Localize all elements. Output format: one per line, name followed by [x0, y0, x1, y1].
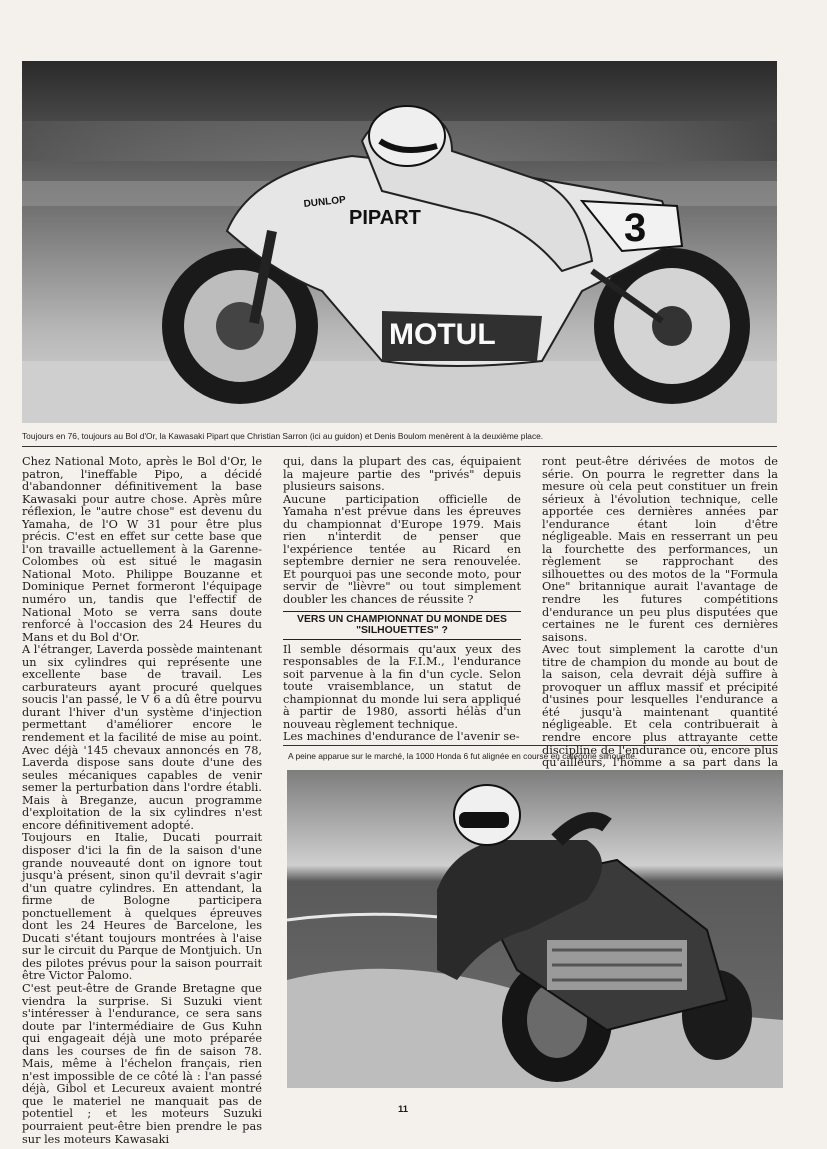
text-column-1 [22, 456, 262, 1146]
section-heading: VERS UN CHAMPIONNAT DU MONDE DES "SILHOUETTES" ? [283, 611, 521, 640]
caption-bottom-photo: A peine apparue sur le marché, la 1000 Honda 6 fut alignée en course en catégorie silhouette. [288, 751, 638, 761]
paragraph: Toujours en Italie, Ducati pourrait disposer d'ici la fin de la saison d'une grande nouveauté dont on ignore tout jusqu'à présent, sinon qu'il devrait s'agir d'un quatre cylindres. En attendant, la firme de Bologne participera ponctuellement à quelques épreuves dont les 24 Heures de Barcelone, les Ducati s'étant toujours montrées à l'aise sur le circuit du Parque de Montjuich. Un des pilotes prévus pour la saison pourrait être Victor Palomo. [22, 831, 262, 983]
fairing-text: PIPART [349, 207, 421, 229]
paragraph: Chez National Moto, après le Bol d'Or, le patron, l'ineffable Pipo, a décidé d'abandonner définitivement la base Kawasaki pour autre chose. Après mûre réflexion, le "autre chose" est devenu du Yamaha, de l'O W 31 pour être plus précis. C'est en effet sur cette base que l'on travaille actuellement à la Garenne-Colombes où est situé le magasin National Moto. Philippe Bouzanne et Dominique Pernet formeront l'équipage numéro un, tandis que l'effectif de National Moto se verra sans doute renforcé à l'occasion des 24 Heures du Mans et du Bol d'Or. [22, 455, 262, 644]
page-number: 11 [398, 1104, 409, 1115]
race-number: 3 [624, 206, 647, 250]
paragraph: ront peut-être dérivées de motos de série. On pourra le regretter dans la mesure où cela peut constituer un frein sérieux à l'évolution technique, celle apportée ces dernières années par l'endurance étant loin d'être négligeable. Mais en resserrant un peu la fourchette des performances, un règlement se rapprochant des silhouettes ou des motos de la "Formula One" britannique aurait l'avantage de rendre les futures compétitions d'endurance un peu plus disputées que certaines ne le furent ces dernières saisons. [542, 455, 778, 644]
photo-honda-6 [287, 770, 783, 1088]
paragraph: Il semble désormais qu'aux yeux des responsables de la F.I.M., l'endurance soit parvenue à la fin d'un cycle. Selon toute vraisemblance, un statut de championnat du monde lui sera appliqué à partir de 1980, assorti hélàs d'un nouveau règlement technique. [283, 642, 521, 731]
paragraph: qui, dans la plupart des cas, équipaient la majeure partie des "privés" depuis plusieurs saisons. [283, 455, 521, 494]
paragraph: Avec tout simplement la carotte d'un titre de champion du monde au bout de la saison, cela devrait déjà suffire à provoquer un afflux massif et précipité d'usines pour lesquelles l'endurance a été jusqu'à maintenant quantité négligeable. Et cela contribuerait à rendre encore plus attrayante cette discipline de l'endurance où, encore plus qu'ailleurs, l'homme a sa part dans la [542, 643, 778, 770]
paragraph: A l'étranger, Laverda possède maintenant un six cylindres qui représente une excellente base de travail. Les carburateurs ayant procuré quelques soucis l'an passé, le V 6 a dû être pourvu durant l'hiver d'un système d'injection permettant d'améliorer encore le rendement et la facilité de mise au point. Avec déjà '145 chevaux annoncés en 78, Laverda dispose sans doute d'une des seules mécaniques capables de venir semer la perturbation dans l'ordre établi. Mais à Breganze, aucun programme d'exploitation de la six cylindres n'est encore définitivement adopté. [22, 643, 262, 832]
paragraph: Aucune participation officielle de Yamaha n'est prévue dans les épreuves du championnat d'Europe 1979. Mais rien n'interdit de penser que l'expérience tentée au Ricard en septembre dernier ne sera renouvelée. Et pourquoi pas une seconde moto, pour servir de "lièvre" ou tout simplement doubler les chances de réussite ? [283, 492, 521, 607]
divider-bottom-photo [283, 745, 778, 746]
divider-top [22, 446, 777, 447]
photo-kawasaki-pipart [22, 61, 777, 423]
text-column-3 [542, 456, 778, 782]
paragraph: C'est peut-être de Grande Bretagne que viendra la surprise. Si Suzuki vient s'intéresser à l'endurance, ce sera sans doute par l'intermédiaire de Gus Kuhn qui engageait déjà une moto préparée dans les courses de fin de saison 78. Mais, même à l'échelon français, rien n'est impossible de ce côté là : l'an passé déjà, Gibol et Lecureux avaient montré que le materiel ne manquait pas de potentiel ; et les moteurs Suzuki pourraient peut-être bien prendre le pas sur les moteurs Kawasaki [22, 981, 262, 1146]
sponsor-text: MOTUL [389, 318, 496, 351]
paragraph: Les machines d'endurance de l'avenir se- [283, 730, 520, 744]
text-column-2 [283, 456, 521, 744]
tank-text: DUNLOP [303, 194, 347, 210]
caption-top-photo: Toujours en 76, toujours au Bol d'Or, la Kawasaki Pipart que Christian Sarron (ici au guidon) et Denis Boulom menèrent à la deuxième place. [22, 431, 544, 441]
